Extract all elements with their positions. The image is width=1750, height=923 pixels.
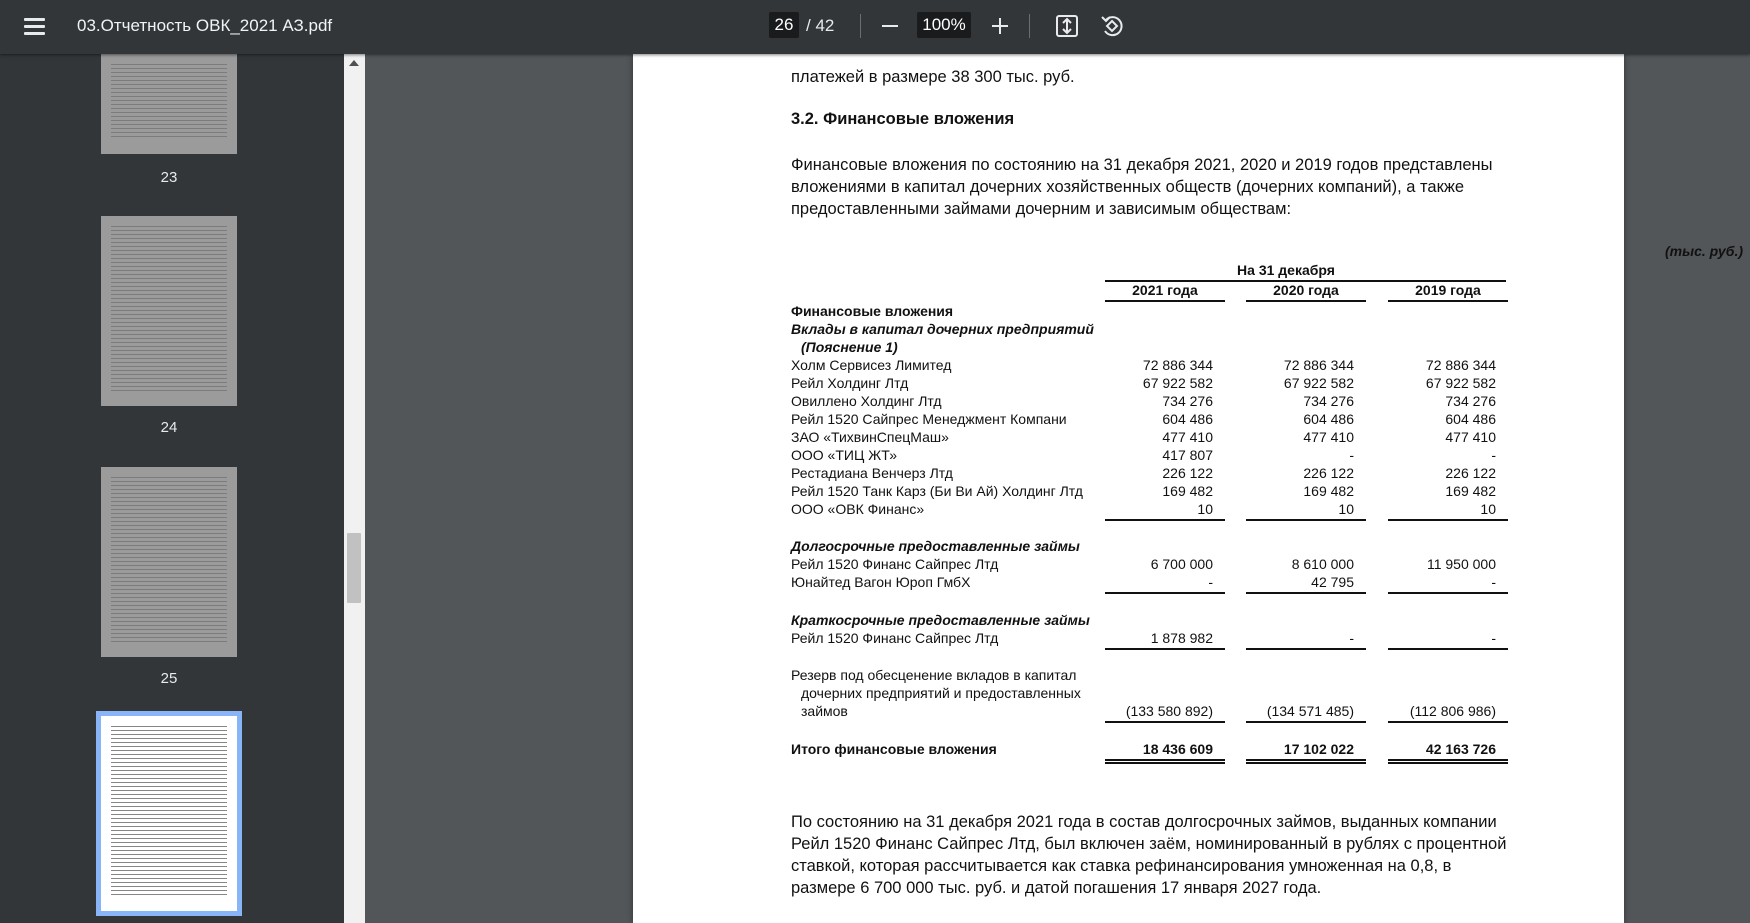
cell-2020: 169 482 (1303, 483, 1354, 499)
cell-2020: (134 571 485) (1266, 703, 1354, 719)
page-thumbnail[interactable] (101, 467, 237, 657)
paragraph-fragment: платежей в размере 38 300 тыс. руб. (791, 68, 1075, 86)
cell-2020: 72 886 344 (1283, 357, 1354, 373)
row-label: дочерних предприятий и предоставленных (801, 685, 1081, 701)
subtotal-rule (1105, 519, 1225, 521)
subtotal-rule (1246, 721, 1366, 723)
row-label: Рестадиана Венчерз Лтд (791, 465, 953, 481)
column-header-2020: 2020 года (1273, 282, 1339, 298)
cell-2019: 11 950 000 (1426, 556, 1496, 572)
cell-2020: - (1349, 447, 1354, 463)
row-label: ЗАО «ТихвинСпецМаш» (791, 429, 949, 445)
subtotal-rule (1246, 592, 1366, 594)
page-number-input[interactable]: 26 (769, 12, 799, 38)
table-group-note (791, 339, 1508, 357)
cell-2021: (133 580 892) (1125, 703, 1213, 719)
cell-2021: 72 886 344 (1142, 357, 1213, 373)
page-total: / 42 (806, 16, 835, 35)
rotate-icon[interactable] (1097, 11, 1127, 41)
column-header-rule (1388, 300, 1508, 302)
row-label: Рейл Холдинг Лтд (791, 375, 909, 391)
toolbar-divider (860, 14, 861, 38)
row-label: займов (801, 703, 848, 719)
cell-2019: 72 886 344 (1425, 357, 1496, 373)
row-label: Рейл 1520 Финанс Сайпрес Лтд (791, 630, 999, 646)
table-row (791, 501, 1508, 519)
cell-2021: 604 486 (1162, 411, 1213, 427)
total-double-rule (1105, 759, 1225, 764)
column-header-2019: 2019 года (1415, 282, 1481, 298)
row-label: Долгосрочные предоставленные займы (791, 538, 1080, 554)
table-row (791, 429, 1508, 447)
cell-2019: 734 276 (1445, 393, 1496, 409)
menu-icon[interactable] (18, 13, 50, 41)
cell-2020: 67 922 582 (1283, 375, 1354, 391)
table-group-title (791, 321, 1508, 339)
row-label: Итого финансовые вложения (791, 741, 997, 757)
subtotal-rule (1246, 648, 1366, 650)
table-row (791, 556, 1508, 574)
cell-2019: - (1491, 447, 1496, 463)
table-section-title (791, 303, 1508, 321)
page-thumbnail[interactable] (101, 216, 237, 406)
thumbnail-label: 23 (160, 169, 178, 186)
cell-2021: 1 878 982 (1150, 630, 1213, 646)
table-row (791, 574, 1508, 592)
scrollbar-thumb[interactable] (347, 533, 361, 603)
cell-2020: 42 795 (1311, 574, 1354, 590)
units-label: (тыс. руб.) (1665, 243, 1743, 259)
thumbnail-label: 25 (160, 670, 178, 687)
cell-2019: 42 163 726 (1425, 741, 1496, 757)
closing-paragraph: По состоянию на 31 декабря 2021 года в состав долгосрочных займов, выданных компании Рейл 1520 Финанс Сайпрес Лтд, был включен заём, номинированный в рублях с процентной ставкой, которая рассчитывается как ставка рефинансирования умноженная на 0,8, в размере 6 700 000 тыс. руб. и датой погашения 17 января 2027 года. (791, 813, 1507, 897)
table-row (791, 393, 1508, 411)
subtotal-rule (1388, 721, 1508, 723)
row-label: Резерв под обесценение вкладов в капитал (791, 667, 1077, 683)
cell-2020: 8 610 000 (1291, 556, 1354, 572)
cell-2020: 10 (1338, 501, 1354, 517)
row-label: Овиллено Холдинг Лтд (791, 393, 942, 409)
table-row (791, 465, 1508, 483)
table-row-reserve (791, 685, 1508, 703)
subtotal-rule (1388, 648, 1508, 650)
pdf-page (633, 54, 1743, 923)
cell-2021: 417 807 (1162, 447, 1213, 463)
row-label: ООО «ОВК Финанс» (791, 501, 925, 517)
table-row-total (791, 741, 1508, 759)
subtotal-rule (1246, 519, 1366, 521)
table-row (791, 483, 1508, 501)
cell-2020: 734 276 (1303, 393, 1354, 409)
document-title: 03.Отчетность ОВК_2021 АЗ.pdf (77, 16, 333, 35)
cell-2021: 10 (1197, 501, 1213, 517)
subtotal-rule (1105, 721, 1225, 723)
cell-2020: 604 486 (1303, 411, 1354, 427)
column-header-2021: 2021 года (1132, 282, 1198, 298)
section-heading: 3.2. Финансовые вложения (791, 110, 1015, 128)
subtotal-rule (1105, 648, 1225, 650)
cell-2019: 226 122 (1445, 465, 1496, 481)
thumbnail-sidebar (0, 54, 344, 923)
cell-2021: 67 922 582 (1142, 375, 1213, 391)
row-label: Рейл 1520 Танк Карз (Би Ви Ай) Холдинг Лтд (791, 483, 1083, 499)
row-label: (Пояснение 1) (801, 339, 898, 355)
cell-2021: - (1208, 574, 1213, 590)
thumbnail-label: 24 (160, 419, 178, 436)
date-header: На 31 декабря (1237, 262, 1335, 278)
cell-2021: 18 436 609 (1142, 741, 1213, 757)
table-row (791, 375, 1508, 393)
row-label: Юнайтед Вагон Юроп ГмбХ (791, 574, 971, 590)
cell-2021: 169 482 (1162, 483, 1213, 499)
total-double-rule (1246, 759, 1366, 764)
zoom-in-button[interactable] (986, 12, 1014, 40)
total-double-rule (1388, 759, 1508, 764)
row-label: Рейл 1520 Сайпрес Менеджмент Компани (791, 411, 1067, 427)
cell-2019: 10 (1480, 501, 1496, 517)
cell-2020: 17 102 022 (1283, 741, 1354, 757)
cell-2019: 477 410 (1445, 429, 1496, 445)
row-label: Вклады в капитал дочерних предприятий (791, 321, 1094, 337)
table-row (791, 630, 1508, 648)
cell-2019: - (1491, 574, 1496, 590)
zoom-level-input[interactable]: 100% (917, 12, 971, 38)
intro-paragraph: Финансовые вложения по состоянию на 31 декабря 2021, 2020 и 2019 годов представлены вложениями в капитал дочерних хозяйственных обществ (дочерних компаний), а также предоставленными займами дочерним и зависимым обществам: (791, 156, 1493, 218)
cell-2019: - (1491, 630, 1496, 646)
page-thumbnail[interactable] (101, 54, 237, 154)
row-label: Краткосрочные предоставленные займы (791, 612, 1090, 628)
toolbar-divider (1029, 14, 1030, 38)
page-thumbnail-current[interactable] (101, 716, 237, 911)
sidebar-scrollbar[interactable] (344, 54, 365, 923)
table-row-reserve (791, 667, 1508, 685)
scroll-up-icon[interactable] (349, 60, 359, 66)
cell-2021: 226 122 (1162, 465, 1213, 481)
cell-2021: 477 410 (1162, 429, 1213, 445)
cell-2020: 477 410 (1303, 429, 1354, 445)
table-group-title (791, 612, 1508, 630)
subtotal-rule (1388, 519, 1508, 521)
cell-2019: (112 806 986) (1409, 703, 1496, 719)
row-label: Рейл 1520 Финанс Сайпрес Лтд (791, 556, 999, 572)
row-label: Холм Сервисез Лимитед (791, 357, 952, 373)
subtotal-rule (1105, 592, 1225, 594)
cell-2020: 226 122 (1303, 465, 1354, 481)
column-header-rule (1105, 300, 1225, 302)
table-row (791, 447, 1508, 465)
table-row (791, 357, 1508, 375)
row-label: ООО «ТИЦ ЖТ» (791, 447, 898, 463)
cell-2021: 6 700 000 (1150, 556, 1213, 572)
cell-2021: 734 276 (1162, 393, 1213, 409)
column-header-rule (1246, 300, 1366, 302)
table-row-reserve (791, 703, 1508, 721)
cell-2019: 604 486 (1445, 411, 1496, 427)
table-row (791, 411, 1508, 429)
zoom-out-button[interactable] (876, 12, 904, 40)
cell-2020: - (1349, 630, 1354, 646)
cell-2019: 67 922 582 (1425, 375, 1496, 391)
fit-to-page-icon[interactable] (1053, 12, 1081, 40)
table-group-title (791, 538, 1508, 556)
subtotal-rule (1388, 592, 1508, 594)
pdf-toolbar (0, 0, 1750, 54)
cell-2019: 169 482 (1445, 483, 1496, 499)
row-label: Финансовые вложения (791, 303, 954, 319)
